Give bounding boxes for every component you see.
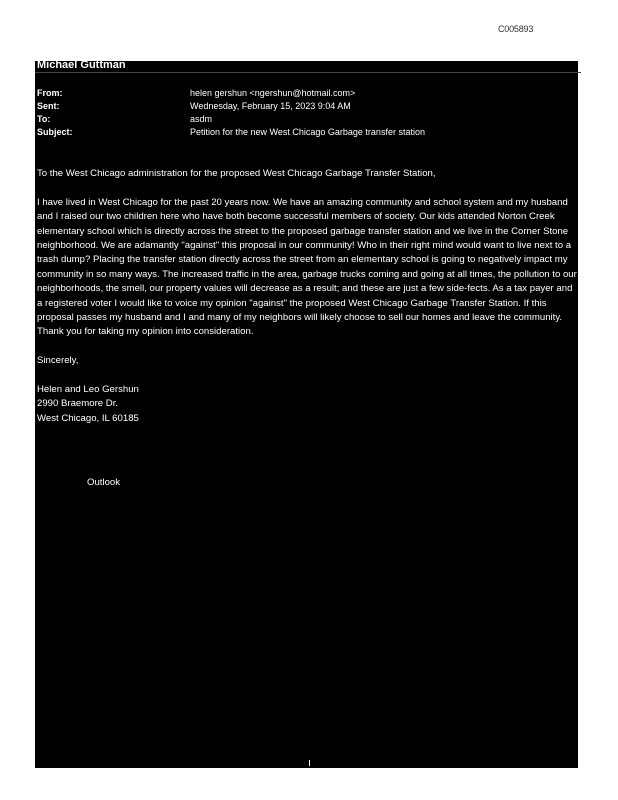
body-paragraph: I have lived in West Chicago for the past 20 years now. We have an amazing community and school system and my husband and I raised our two children here who have both become successful members of society. Our kids attended Norton Creek elementary school which is directly across the street to the proposed garbage transfer station and we live in the Corner Stone neighborhood. We are adamantly "against" this proposal in our community! Who in their right mind would want to live next to a trash dump? Placing the transfer station directly across the street from an elementary school is going to negatively impact my community in so many ways. The increased traffic in the area, garbage trucks coming and going at all times, the pollution to our neighborhoods, the smell, our property values will decrease as a result; and these are just a few side-fects. As a tax payer and a registered voter I would like to voice my opinion "against" the proposed West Chicago Garbage Transfer Station. If this proposal passes my husband and I and many of my neighbors will likely choose to sell our homes and leave the community. Thank you for taking my opinion into consideration.	[37, 196, 577, 338]
subject-label: Subject:	[37, 127, 73, 137]
sent-label: Sent:	[37, 101, 60, 111]
address-line-2: West Chicago, IL 60185	[37, 412, 139, 424]
signature-block	[37, 383, 578, 426]
email-body	[37, 167, 578, 426]
address-line-1: 2990 Braemore Dr.	[37, 398, 119, 410]
signature-names: Helen and Leo Gershun	[37, 384, 139, 396]
document-id: C005893	[498, 24, 534, 34]
subject-value: Petition for the new West Chicago Garbage transfer station	[190, 127, 425, 137]
outlook-text: Outlook	[87, 477, 121, 488]
sent-value: Wednesday, February 15, 2023 9:04 AM	[190, 101, 351, 111]
closing: Sincerely,	[37, 355, 79, 367]
to-label: To:	[37, 114, 51, 124]
header-rule	[35, 72, 581, 73]
from-value: helen gershun <ngershun@hotmail.com>	[190, 88, 356, 98]
page-mark	[309, 760, 310, 766]
from-label: From:	[37, 88, 63, 98]
to-value: asdm	[190, 114, 213, 124]
sender-name: Michael Guttman	[37, 59, 126, 71]
salutation: To the West Chicago administration for the proposed West Chicago Garbage Transfer Station,	[37, 168, 436, 179]
